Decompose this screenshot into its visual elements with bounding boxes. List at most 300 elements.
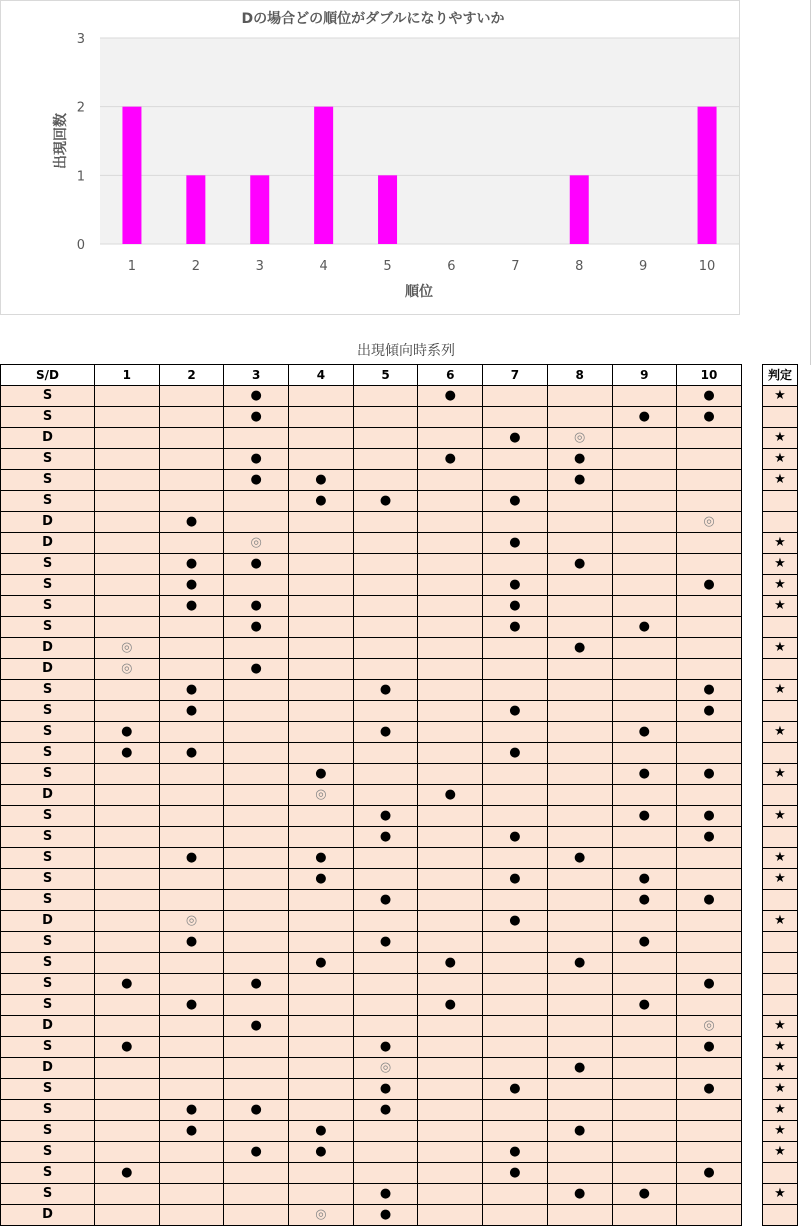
- judgement-table: [762, 364, 798, 1226]
- empty-cell: [159, 1184, 224, 1205]
- x-tick-label: 5: [383, 259, 392, 274]
- y-tick-label: 3: [76, 32, 85, 47]
- judgement-row: [763, 512, 798, 533]
- chart-title: Dの場合どの順位がダブルになりやすいか: [241, 11, 505, 27]
- sd-cell: S: [1, 554, 95, 575]
- double-mark: ◎: [289, 1205, 354, 1226]
- empty-cell: [224, 512, 289, 533]
- empty-cell: [418, 533, 483, 554]
- sd-cell: S: [1, 1121, 95, 1142]
- occurrence-dot: ●: [353, 932, 418, 953]
- table-row: [1, 785, 742, 806]
- occurrence-dot: ●: [612, 722, 677, 743]
- empty-cell: [353, 701, 418, 722]
- empty-cell: [612, 386, 677, 407]
- x-tick-label: 9: [639, 259, 648, 274]
- x-tick-label: 3: [255, 259, 264, 274]
- occurrence-dot: ●: [612, 995, 677, 1016]
- sd-cell: D: [1, 785, 95, 806]
- empty-cell: [677, 470, 742, 491]
- sd-cell: S: [1, 848, 95, 869]
- table-row: [1, 680, 742, 701]
- empty-cell: [612, 1100, 677, 1121]
- empty-cell: [763, 953, 798, 974]
- empty-cell: [224, 848, 289, 869]
- occurrence-dot: ●: [95, 743, 160, 764]
- occurrence-dot: ●: [418, 386, 483, 407]
- rank-header-5: 5: [353, 365, 418, 386]
- bar-chart: [1, 1, 741, 316]
- sd-cell: S: [1, 680, 95, 701]
- empty-cell: [612, 554, 677, 575]
- empty-cell: [159, 1205, 224, 1226]
- empty-cell: [547, 911, 612, 932]
- occurrence-dot: ●: [289, 869, 354, 890]
- empty-cell: [677, 617, 742, 638]
- empty-cell: [677, 1121, 742, 1142]
- table-row: [1, 1184, 742, 1205]
- double-mark: ◎: [95, 638, 160, 659]
- empty-cell: [483, 386, 548, 407]
- rank-header-2: 2: [159, 365, 224, 386]
- judgement-header: 判定: [763, 365, 798, 386]
- occurrence-dot: ●: [677, 1079, 742, 1100]
- occurrence-dot: ●: [159, 512, 224, 533]
- empty-cell: [763, 743, 798, 764]
- empty-cell: [418, 1016, 483, 1037]
- empty-cell: [677, 1142, 742, 1163]
- empty-cell: [483, 890, 548, 911]
- judgement-row: [763, 1121, 798, 1142]
- sd-cell: S: [1, 1163, 95, 1184]
- occurrence-dot: ●: [547, 1058, 612, 1079]
- empty-cell: [95, 1058, 160, 1079]
- empty-cell: [677, 848, 742, 869]
- sd-cell: S: [1, 995, 95, 1016]
- empty-cell: [612, 1079, 677, 1100]
- empty-cell: [612, 974, 677, 995]
- occurrence-dot: ●: [353, 1205, 418, 1226]
- empty-cell: [224, 1079, 289, 1100]
- empty-cell: [289, 743, 354, 764]
- occurrence-dot: ●: [547, 638, 612, 659]
- empty-cell: [159, 428, 224, 449]
- sd-cell: S: [1, 449, 95, 470]
- sd-cell: D: [1, 659, 95, 680]
- sd-cell: S: [1, 1142, 95, 1163]
- star-mark: ★: [763, 722, 798, 743]
- empty-cell: [677, 1205, 742, 1226]
- empty-cell: [95, 512, 160, 533]
- empty-cell: [95, 575, 160, 596]
- empty-cell: [95, 428, 160, 449]
- empty-cell: [612, 533, 677, 554]
- occurrence-dot: ●: [159, 596, 224, 617]
- empty-cell: [224, 911, 289, 932]
- empty-cell: [353, 1163, 418, 1184]
- empty-cell: [289, 596, 354, 617]
- empty-cell: [159, 1058, 224, 1079]
- empty-cell: [224, 680, 289, 701]
- occurrence-dot: ●: [547, 1184, 612, 1205]
- occurrence-dot: ●: [159, 680, 224, 701]
- empty-cell: [353, 470, 418, 491]
- empty-cell: [677, 491, 742, 512]
- empty-cell: [418, 932, 483, 953]
- table-row: [1, 869, 742, 890]
- empty-cell: [95, 1100, 160, 1121]
- empty-cell: [224, 827, 289, 848]
- table-row: [1, 827, 742, 848]
- empty-cell: [159, 974, 224, 995]
- x-axis-label: 順位: [405, 284, 433, 300]
- occurrence-dot: ●: [353, 1184, 418, 1205]
- sd-cell: D: [1, 533, 95, 554]
- empty-cell: [677, 1184, 742, 1205]
- empty-cell: [95, 470, 160, 491]
- empty-cell: [289, 575, 354, 596]
- empty-cell: [418, 701, 483, 722]
- empty-cell: [612, 491, 677, 512]
- star-mark: ★: [763, 1100, 798, 1121]
- table-row: [1, 1121, 742, 1142]
- sd-cell: D: [1, 911, 95, 932]
- sd-cell: S: [1, 827, 95, 848]
- judgement-row: [763, 575, 798, 596]
- empty-cell: [353, 386, 418, 407]
- empty-cell: [159, 764, 224, 785]
- empty-cell: [418, 1142, 483, 1163]
- empty-cell: [159, 1016, 224, 1037]
- judgement-row: [763, 953, 798, 974]
- sd-cell: S: [1, 575, 95, 596]
- empty-cell: [95, 533, 160, 554]
- star-mark: ★: [763, 428, 798, 449]
- rank-header-4: 4: [289, 365, 354, 386]
- occurrence-dot: ●: [289, 470, 354, 491]
- empty-cell: [418, 1100, 483, 1121]
- judgement-row: [763, 470, 798, 491]
- table-row: [1, 974, 742, 995]
- occurrence-dot: ●: [289, 491, 354, 512]
- sd-cell: S: [1, 491, 95, 512]
- empty-cell: [677, 533, 742, 554]
- table-row: [1, 1163, 742, 1184]
- occurrence-dot: ●: [353, 1079, 418, 1100]
- empty-cell: [289, 554, 354, 575]
- empty-cell: [763, 974, 798, 995]
- table-row: [1, 1037, 742, 1058]
- occurrence-dot: ●: [159, 575, 224, 596]
- occurrence-dot: ●: [418, 785, 483, 806]
- empty-cell: [763, 617, 798, 638]
- bar-2: [186, 175, 205, 244]
- empty-cell: [612, 428, 677, 449]
- empty-cell: [483, 512, 548, 533]
- occurrence-dot: ●: [483, 701, 548, 722]
- empty-cell: [159, 869, 224, 890]
- empty-cell: [159, 1142, 224, 1163]
- x-tick-label: 6: [447, 259, 456, 274]
- empty-cell: [289, 386, 354, 407]
- empty-cell: [418, 470, 483, 491]
- rank-header-10: 10: [677, 365, 742, 386]
- occurrence-dot: ●: [353, 1100, 418, 1121]
- sd-cell: S: [1, 932, 95, 953]
- empty-cell: [95, 827, 160, 848]
- occurrence-dot: ●: [547, 848, 612, 869]
- judgement-row: [763, 533, 798, 554]
- empty-cell: [612, 638, 677, 659]
- empty-cell: [483, 1121, 548, 1142]
- table-row: [1, 1100, 742, 1121]
- empty-cell: [289, 449, 354, 470]
- occurrence-dot: ●: [612, 932, 677, 953]
- empty-cell: [224, 995, 289, 1016]
- table-row: [1, 470, 742, 491]
- empty-cell: [547, 827, 612, 848]
- table-row: [1, 1142, 742, 1163]
- star-mark: ★: [763, 869, 798, 890]
- empty-cell: [159, 722, 224, 743]
- occurrence-dot: ●: [483, 617, 548, 638]
- empty-cell: [224, 764, 289, 785]
- empty-cell: [289, 512, 354, 533]
- empty-cell: [353, 974, 418, 995]
- judgement-row: [763, 386, 798, 407]
- sd-cell: S: [1, 1184, 95, 1205]
- x-tick-label: 10: [698, 259, 716, 274]
- empty-cell: [612, 1142, 677, 1163]
- double-mark: ◎: [224, 533, 289, 554]
- empty-cell: [95, 1205, 160, 1226]
- occurrence-dot: ●: [159, 743, 224, 764]
- occurrence-table: [0, 364, 742, 1226]
- occurrence-dot: ●: [289, 1121, 354, 1142]
- empty-cell: [677, 428, 742, 449]
- empty-cell: [763, 1205, 798, 1226]
- judgement-row: [763, 659, 798, 680]
- empty-cell: [677, 596, 742, 617]
- table-row: [1, 932, 742, 953]
- empty-cell: [483, 638, 548, 659]
- empty-cell: [159, 1037, 224, 1058]
- table-title: 出現傾向時系列: [357, 343, 455, 359]
- judgement-row: [763, 1184, 798, 1205]
- table-row: [1, 764, 742, 785]
- table-row: [1, 554, 742, 575]
- occurrence-dot: ●: [159, 932, 224, 953]
- empty-cell: [353, 659, 418, 680]
- sd-cell: D: [1, 1016, 95, 1037]
- rank-header-1: 1: [95, 365, 160, 386]
- empty-cell: [547, 1079, 612, 1100]
- empty-cell: [483, 722, 548, 743]
- empty-cell: [547, 869, 612, 890]
- empty-cell: [547, 1100, 612, 1121]
- empty-cell: [483, 806, 548, 827]
- empty-cell: [159, 1163, 224, 1184]
- empty-cell: [418, 407, 483, 428]
- table-row: [1, 575, 742, 596]
- sd-header: S/D: [1, 365, 95, 386]
- empty-cell: [289, 407, 354, 428]
- occurrence-dot: ●: [677, 407, 742, 428]
- judgement-row: [763, 680, 798, 701]
- empty-cell: [483, 974, 548, 995]
- empty-cell: [353, 617, 418, 638]
- panel-border: [810, 0, 811, 365]
- occurrence-dot: ●: [159, 701, 224, 722]
- judgement-row: [763, 407, 798, 428]
- empty-cell: [289, 1058, 354, 1079]
- empty-cell: [289, 1184, 354, 1205]
- empty-cell: [483, 1016, 548, 1037]
- empty-cell: [95, 1079, 160, 1100]
- table-row: [1, 659, 742, 680]
- empty-cell: [763, 890, 798, 911]
- chart-panel: [0, 0, 740, 315]
- empty-cell: [353, 848, 418, 869]
- empty-cell: [483, 932, 548, 953]
- empty-cell: [547, 491, 612, 512]
- empty-cell: [224, 743, 289, 764]
- empty-cell: [418, 428, 483, 449]
- star-mark: ★: [763, 638, 798, 659]
- empty-cell: [677, 743, 742, 764]
- empty-cell: [418, 827, 483, 848]
- sd-cell: S: [1, 806, 95, 827]
- empty-cell: [612, 1121, 677, 1142]
- empty-cell: [547, 575, 612, 596]
- empty-cell: [418, 596, 483, 617]
- empty-cell: [677, 869, 742, 890]
- empty-cell: [159, 659, 224, 680]
- empty-cell: [289, 1163, 354, 1184]
- occurrence-dot: ●: [612, 764, 677, 785]
- occurrence-dot: ●: [95, 1037, 160, 1058]
- empty-cell: [547, 1037, 612, 1058]
- judgement-row: [763, 722, 798, 743]
- empty-cell: [677, 449, 742, 470]
- empty-cell: [95, 869, 160, 890]
- judgement-row: [763, 848, 798, 869]
- occurrence-dot: ●: [612, 1184, 677, 1205]
- judgement-row: [763, 1079, 798, 1100]
- empty-cell: [547, 1205, 612, 1226]
- judgement-row: [763, 932, 798, 953]
- bar-4: [314, 107, 333, 244]
- empty-cell: [95, 596, 160, 617]
- table-row: [1, 512, 742, 533]
- occurrence-dot: ●: [224, 407, 289, 428]
- occurrence-dot: ●: [224, 1016, 289, 1037]
- y-tick-label: 2: [76, 100, 85, 116]
- judgement-row: [763, 449, 798, 470]
- sd-cell: D: [1, 512, 95, 533]
- empty-cell: [95, 1142, 160, 1163]
- judgement-row: [763, 638, 798, 659]
- rank-header-6: 6: [418, 365, 483, 386]
- empty-cell: [353, 743, 418, 764]
- sd-cell: S: [1, 470, 95, 491]
- empty-cell: [95, 806, 160, 827]
- empty-cell: [289, 890, 354, 911]
- occurrence-dot: ●: [677, 764, 742, 785]
- star-mark: ★: [763, 386, 798, 407]
- empty-cell: [612, 1037, 677, 1058]
- empty-cell: [483, 848, 548, 869]
- empty-cell: [677, 638, 742, 659]
- empty-cell: [483, 764, 548, 785]
- empty-cell: [224, 1121, 289, 1142]
- occurrence-dot: ●: [677, 1163, 742, 1184]
- empty-cell: [95, 1184, 160, 1205]
- rank-header-3: 3: [224, 365, 289, 386]
- table-row: [1, 617, 742, 638]
- double-mark: ◎: [677, 1016, 742, 1037]
- occurrence-dot: ●: [224, 659, 289, 680]
- y-tick-label: 0: [76, 238, 85, 253]
- table-row: [1, 596, 742, 617]
- sd-cell: S: [1, 722, 95, 743]
- judgement-row: [763, 974, 798, 995]
- empty-cell: [547, 407, 612, 428]
- occurrence-dot: ●: [677, 974, 742, 995]
- sd-cell: S: [1, 386, 95, 407]
- occurrence-dot: ●: [418, 449, 483, 470]
- table-row: [1, 449, 742, 470]
- empty-cell: [483, 1058, 548, 1079]
- occurrence-dot: ●: [547, 1121, 612, 1142]
- empty-cell: [418, 575, 483, 596]
- empty-cell: [677, 554, 742, 575]
- occurrence-dot: ●: [159, 1100, 224, 1121]
- empty-cell: [612, 911, 677, 932]
- occurrence-dot: ●: [483, 1079, 548, 1100]
- occurrence-dot: ●: [353, 1037, 418, 1058]
- empty-cell: [547, 701, 612, 722]
- table-row: [1, 533, 742, 554]
- judgement-row: [763, 1058, 798, 1079]
- judgement-row: [763, 1205, 798, 1226]
- empty-cell: [353, 449, 418, 470]
- empty-cell: [353, 1121, 418, 1142]
- empty-cell: [418, 743, 483, 764]
- empty-cell: [224, 806, 289, 827]
- x-tick-label: 4: [319, 259, 328, 274]
- occurrence-dot: ●: [483, 491, 548, 512]
- empty-cell: [547, 890, 612, 911]
- empty-cell: [547, 974, 612, 995]
- empty-cell: [763, 701, 798, 722]
- empty-cell: [353, 512, 418, 533]
- occurrence-dot: ●: [612, 806, 677, 827]
- occurrence-dot: ●: [483, 911, 548, 932]
- empty-cell: [763, 512, 798, 533]
- empty-cell: [677, 722, 742, 743]
- empty-cell: [418, 806, 483, 827]
- judgement-row: [763, 491, 798, 512]
- star-mark: ★: [763, 1079, 798, 1100]
- judgement-row: [763, 764, 798, 785]
- occurrence-dot: ●: [677, 701, 742, 722]
- empty-cell: [159, 785, 224, 806]
- empty-cell: [483, 470, 548, 491]
- empty-cell: [483, 953, 548, 974]
- bar-1: [122, 107, 141, 244]
- judgement-row: [763, 554, 798, 575]
